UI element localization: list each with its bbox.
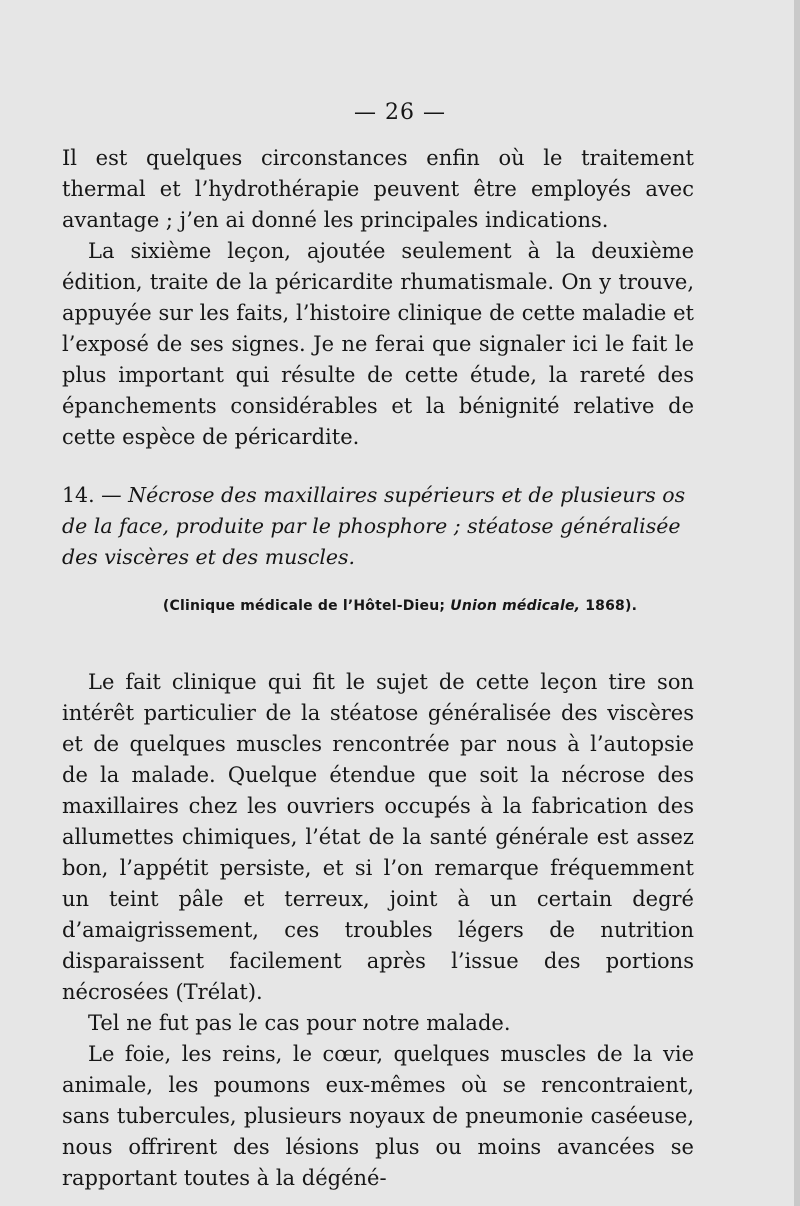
text-block-top <box>62 143 694 453</box>
paragraph: Tel ne fut pas le cas pour notre malade. <box>88 1011 511 1035</box>
section-title: — Nécrose des maxillaires supérieurs et de plusieurs os de la face, produite par le phosphore ; stéatose généralisée des viscères et des muscles. <box>62 483 686 569</box>
citation-journal: Union médicale, <box>450 598 581 614</box>
section-citation <box>0 598 800 614</box>
citation-prefix: (Clinique médicale de l’Hôtel-Dieu; <box>162 598 446 614</box>
paragraph: La sixième leçon, ajoutée seulement à la deuxième édition, traite de la péricardite rhumatismale. On y trouve, appuyée sur les faits, l’histoire clinique de cette maladie et l’exposé de ses signes. Je ne ferai que signaler ici le fait le plus important qui résulte de cette étude, la rareté des épanchements considérables et la bénignité relative de cette espèce de péricardite. <box>62 239 694 449</box>
paragraph: Le foie, les reins, le cœur, quelques muscles de la vie animale, les poumons eux-mêmes où se rencontraient, sans tubercules, plusieurs noyaux de pneumonie caséeuse, nous offrirent des lésions plus ou moins avancées se rapportant toutes à la dégéné- <box>62 1042 694 1190</box>
page-number: — 26 — <box>354 100 446 125</box>
paragraph: Le fait clinique qui fit le sujet de cette leçon tire son intérêt particulier de la stéatose généralisée des viscères et de quelques muscles rencontrée par nous à l’autopsie de la malade. Quelque étendue que soit la nécrose des maxillaires chez les ouvriers occupés à la fabrication des allumettes chimiques, l’état de la santé générale est assez bon, l’appétit persiste, et si l’on remarque fréquemment un teint pâle et terreux, joint à un certain degré d’amaigrissement, ces troubles légers de nutrition disparaissent facilement après l’issue des portions nécrosées (Trélat). <box>62 670 694 1004</box>
section-number: 14. <box>62 483 95 507</box>
paragraph: Il est quelques circonstances enfin où le traitement thermal et l’hydrothérapie peuvent être employés avec avantage ; j’en ai donné les principales indications. <box>62 146 694 232</box>
text-block-bottom <box>62 667 694 1194</box>
section-heading <box>62 480 694 573</box>
citation-year: 1868). <box>585 598 638 614</box>
